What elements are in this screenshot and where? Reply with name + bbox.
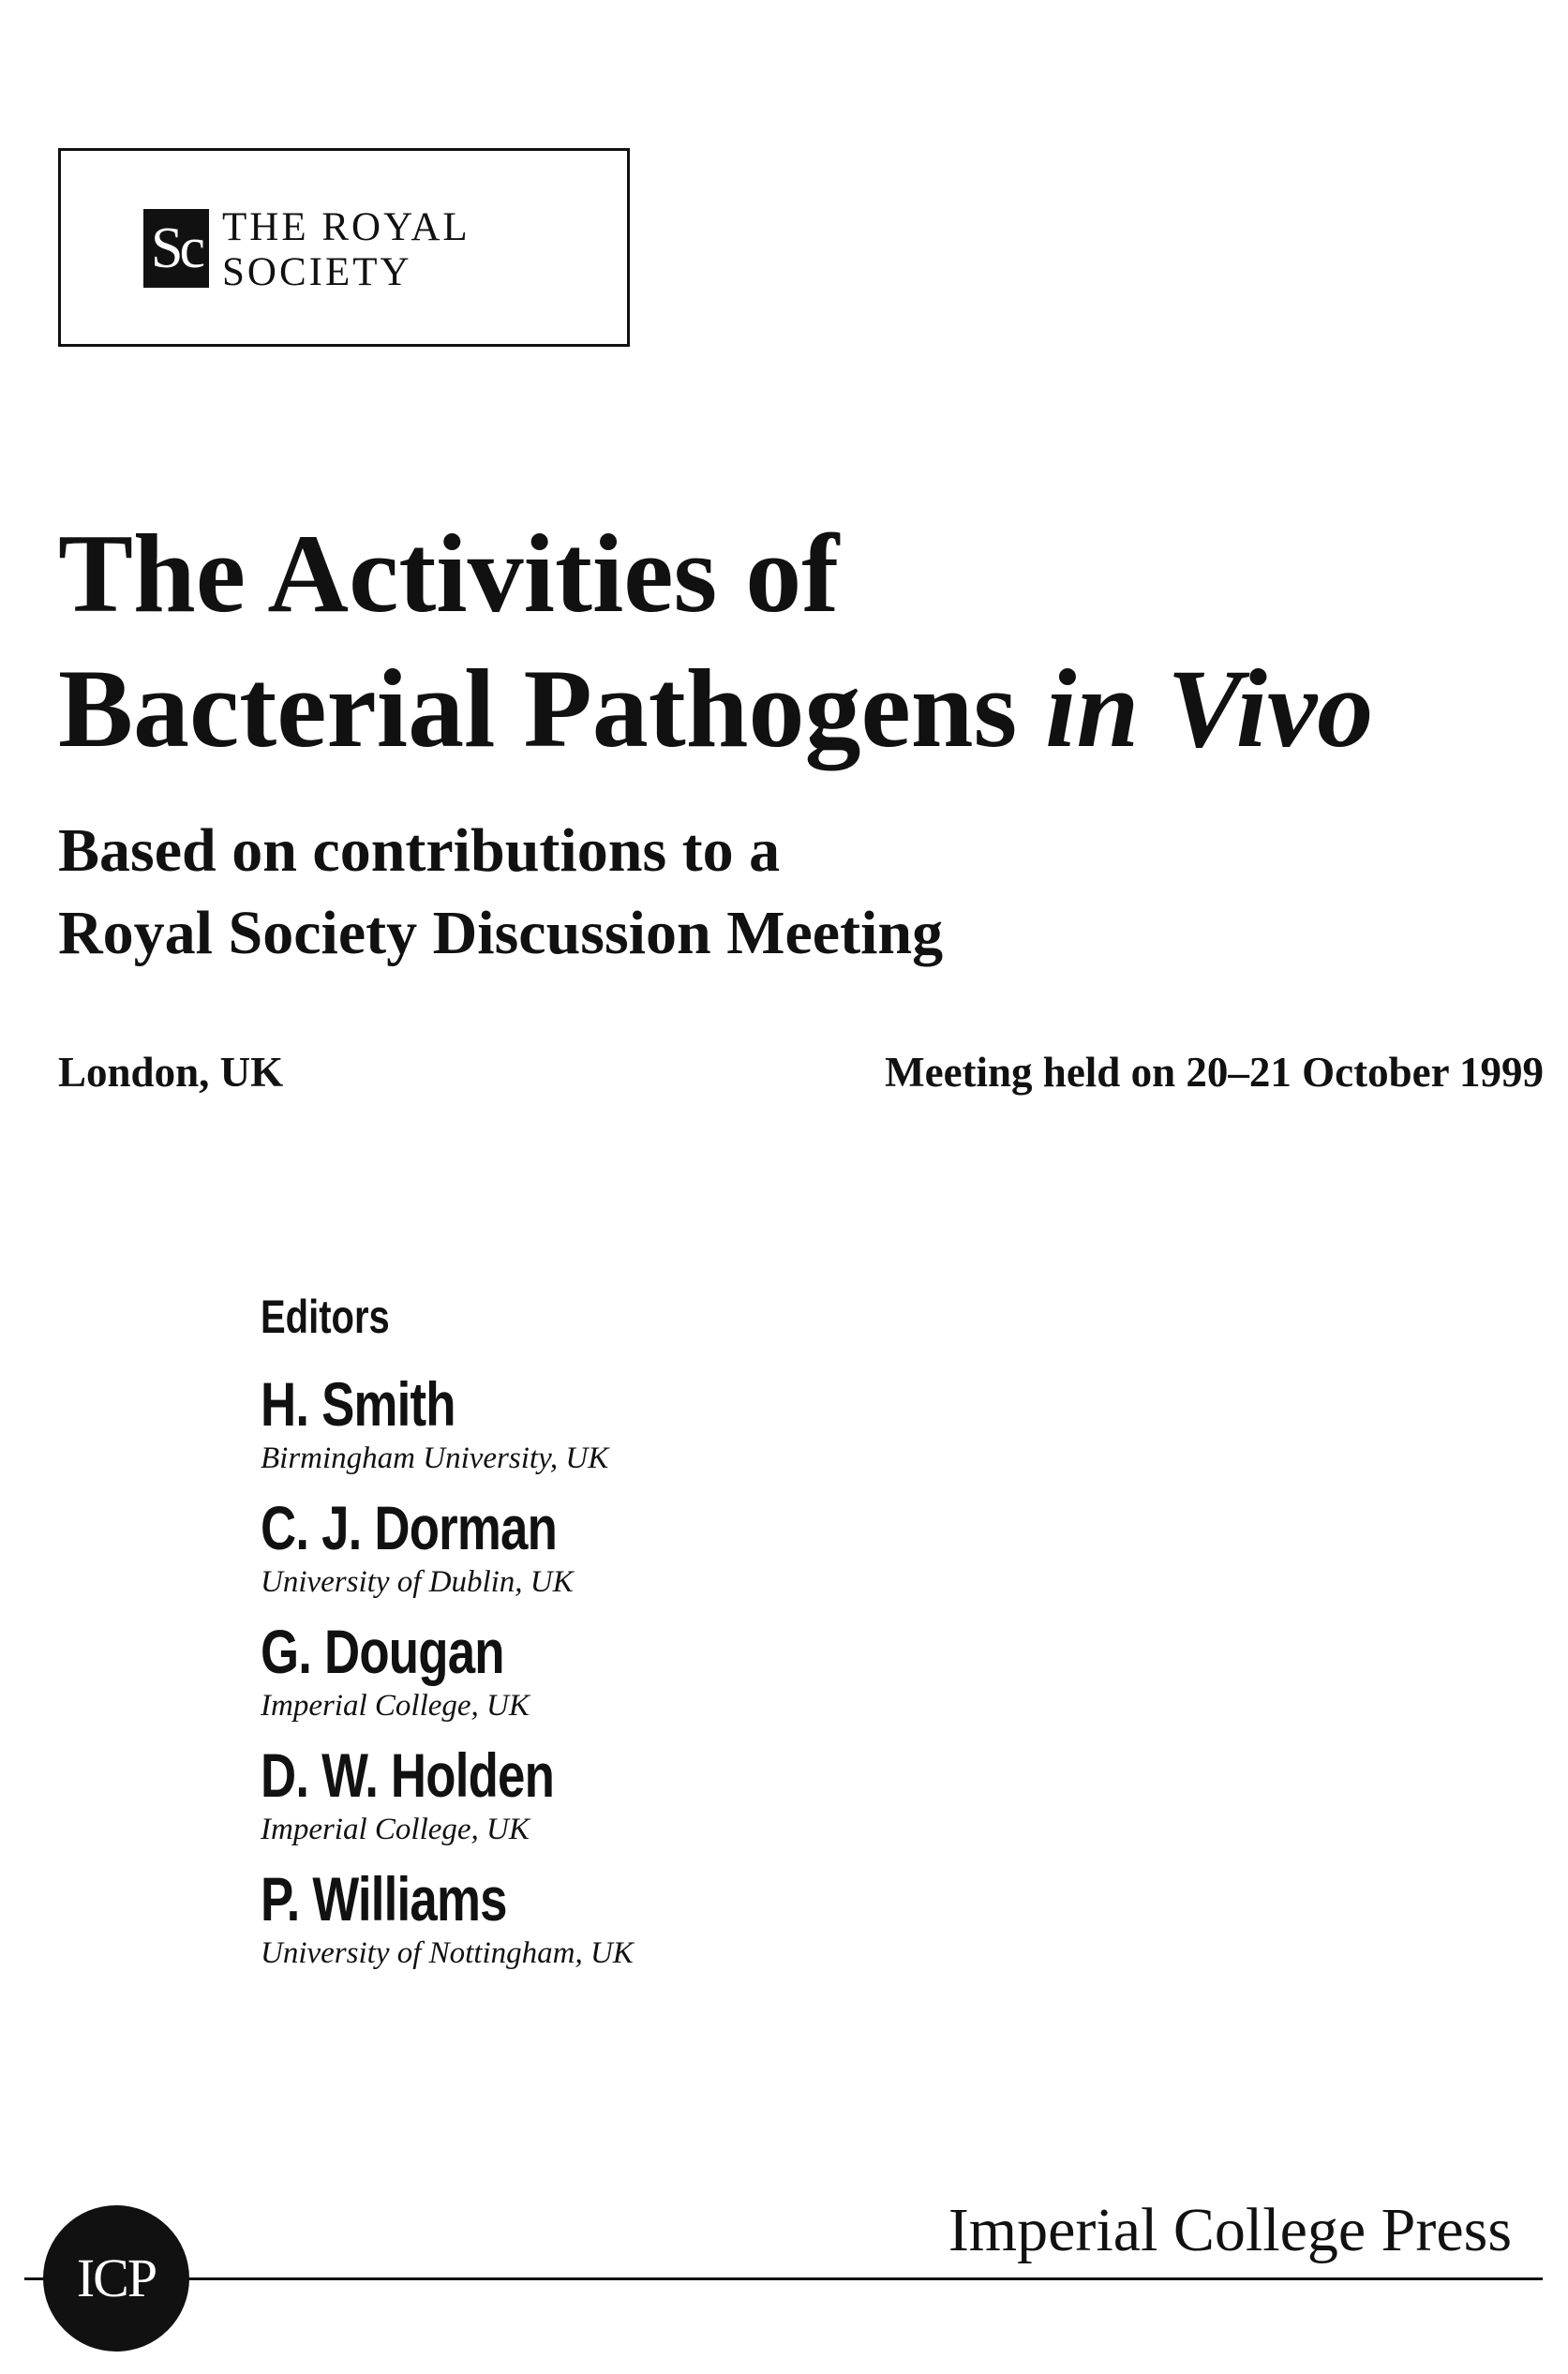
royal-society-logo-mark: Sc — [143, 209, 209, 288]
editor-entry — [261, 1368, 634, 1477]
editor-affiliation: Imperial College, UK — [261, 1813, 530, 1846]
editor-name: D. W. Holden — [261, 1740, 555, 1810]
subtitle-line-1: Based on contributions to a — [58, 816, 781, 885]
subtitle-line-2: Royal Society Discussion Meeting — [58, 899, 944, 967]
royal-society-logo-text — [222, 205, 470, 295]
book-subtitle — [58, 810, 943, 975]
editor-entry — [261, 1739, 634, 1848]
logo-line-1: THE ROYAL — [222, 205, 470, 249]
editor-entry — [261, 1863, 634, 1972]
editor-affiliation: University of Dublin, UK — [261, 1565, 574, 1599]
publisher-rule — [24, 2277, 1543, 2280]
editor-affiliation: Birmingham University, UK — [261, 1441, 609, 1475]
editor-entry — [261, 1492, 634, 1601]
editors-heading: Editors — [261, 1291, 390, 1343]
meeting-location: London, UK — [58, 1049, 284, 1096]
editor-name: G. Dougan — [261, 1617, 504, 1686]
editor-name: P. Williams — [261, 1864, 507, 1934]
title-line-2-prefix: Bacterial Pathogens — [58, 646, 1046, 770]
book-title — [58, 506, 1373, 776]
title-line-2-italic: in Vivo — [1045, 646, 1374, 770]
editor-affiliation: University of Nottingham, UK — [261, 1936, 634, 1970]
title-line-2 — [58, 641, 1373, 776]
editors-section — [261, 1290, 634, 1987]
royal-society-logo-box — [58, 148, 630, 347]
publisher-name: Imperial College Press — [948, 2196, 1512, 2264]
editor-name: C. J. Dorman — [261, 1493, 558, 1562]
logo-line-2: SOCIETY — [222, 250, 412, 294]
icp-logo: ICP — [43, 2205, 189, 2352]
editor-entry — [261, 1616, 634, 1725]
title-line-1: The Activities of — [58, 511, 840, 635]
meeting-date: Meeting held on 20–21 October 1999 — [885, 1049, 1544, 1096]
editor-affiliation: Imperial College, UK — [261, 1689, 530, 1723]
editor-name: H. Smith — [261, 1369, 455, 1439]
